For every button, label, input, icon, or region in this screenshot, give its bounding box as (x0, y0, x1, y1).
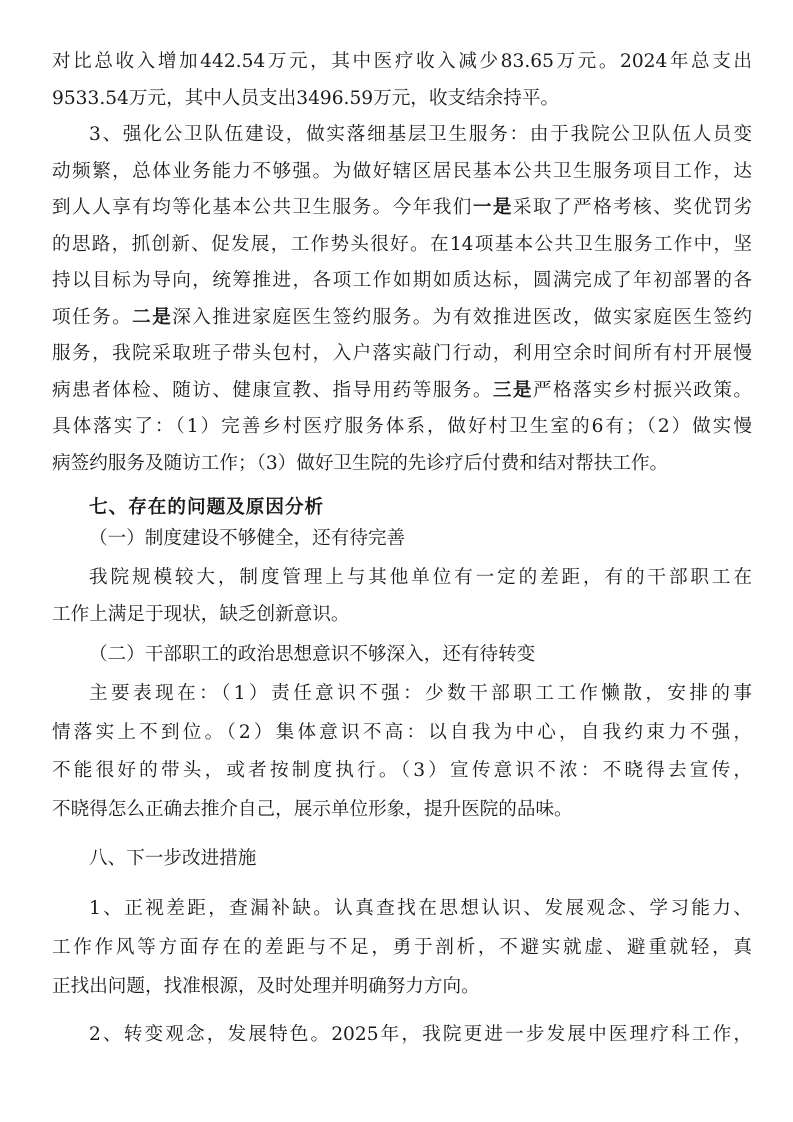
text-run: 到人人享有均等化基本公共卫生服务。今年我们 (52, 197, 473, 218)
emphasis-text: 三是 (492, 380, 533, 401)
body-text-line: 情落实上不到位。（2）集体意识不高：以自我为中心，自我约束力不强， (52, 722, 752, 743)
body-text-line: 服务，我院采取班子带头包村，入户落实敲门行动，利用空余时间所有村开展慢 (52, 343, 752, 364)
body-text-line: 病签约服务及随访工作；（3）做好卫生院的先诊疗后付费和结对帮扶工作。 (52, 453, 669, 474)
body-text-line: 不晓得怎么正确去推介自己，展示单位形象，提升医院的品味。 (52, 799, 573, 820)
body-text-line: 2、转变观念，发展特色。2025年，我院更进一步发展中医理疗科工作， (89, 1024, 752, 1045)
subsection-heading: （二）干部职工的政治思想意识不够深入，还有待转变 (89, 644, 536, 665)
body-text-line: 的思路，抓创新、促发展，工作势头很好。在14项基本公共卫生服务工作中，坚 (52, 234, 752, 255)
body-text-line: 1、正视差距，查漏补缺。认真查找在思想认识、发展观念、学习能力、 (89, 898, 752, 919)
body-text-line: 不能很好的带头，或者按制度执行。（3）宣传意识不浓：不晓得去宣传， (52, 760, 752, 781)
text-run: 严格落实乡村振兴政策。 (532, 380, 752, 401)
body-text-line: 对比总收入增加442.54万元，其中医疗收入减少83.65万元。2024年总支出 (52, 51, 752, 72)
body-text-line: 持以目标为导向，统筹推进，各项工作如期如质达标，圆满完成了年初部署的各 (52, 270, 752, 291)
body-text-line: 具体落实了：（1）完善乡村医疗服务体系，做好村卫生室的6有；（2）做实慢 (52, 416, 752, 437)
body-text-line (52, 306, 752, 330)
body-text-line: 主要表现在：（1）责任意识不强：少数干部职工工作懒散，安排的事 (89, 683, 752, 704)
body-text-line: 动频繁，总体业务能力不够强。为做好辖区居民基本公共卫生服务项目工作，达 (52, 161, 752, 182)
text-run: 病患者体检、随访、健康宣教、指导用药等服务。 (52, 380, 493, 401)
body-text-line: 我院规模较大，制度管理上与其他单位有一定的差距，有的干部职工在 (89, 567, 752, 588)
body-text-line: 正找出问题，找准根源，及时处理并明确努力方向。 (52, 976, 480, 997)
text-run: 深入推进家庭医生签约服务。为有效推进医改，做实家庭医生签约 (172, 307, 752, 328)
body-text-line: 工作作风等方面存在的差距与不足，勇于剖析，不避实就虚、避重就轻，真 (52, 937, 752, 958)
body-text-line: 工作上满足于现状，缺乏创新意识。 (52, 604, 350, 625)
emphasis-text: 一是 (472, 197, 513, 218)
body-text-line (52, 196, 752, 220)
section-heading: 八、下一步改进措施 (89, 848, 257, 869)
subsection-heading: （一）制度建设不够健全，还有待完善 (89, 528, 406, 549)
text-run: 采取了严格考核、奖优罚劣 (512, 197, 752, 218)
section-heading: 七、存在的问题及原因分析 (89, 497, 325, 518)
emphasis-text: 二是 (132, 307, 173, 328)
body-text-line: 3、强化公卫队伍建设，做实落细基层卫生服务：由于我院公卫队伍人员变 (89, 124, 752, 145)
text-run: 项任务。 (52, 307, 133, 328)
body-text-line: 9533.54万元，其中人员支出3496.59万元，收支结余持平。 (52, 88, 560, 109)
body-text-line (52, 379, 752, 403)
